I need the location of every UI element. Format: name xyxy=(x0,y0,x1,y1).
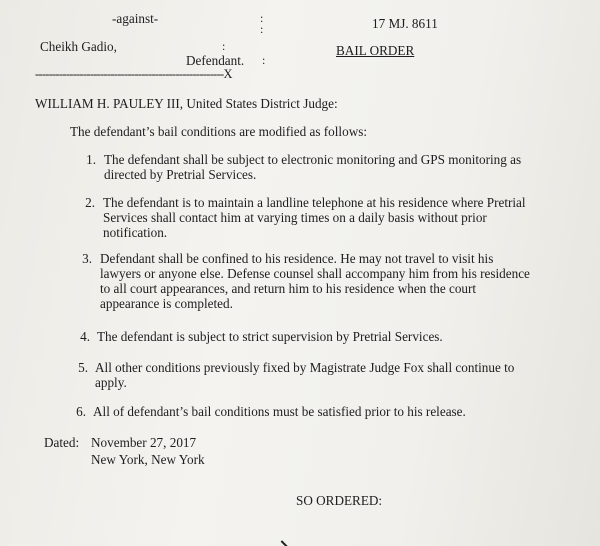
so-ordered-text: SO ORDERED: xyxy=(296,493,383,508)
document-title: BAIL ORDER xyxy=(336,43,415,58)
against-text: -against- xyxy=(112,11,159,26)
caption-separator: -------------------------------------------------------X xyxy=(35,67,232,81)
condition-text: The defendant is to maintain a landline telephone at his residence where Pretrial Services shall contact him at varying times on a daily basis without prior notification. xyxy=(103,195,526,240)
condition-number: 5. xyxy=(78,360,88,375)
case-number: 17 MJ. 8611 xyxy=(372,16,438,31)
condition-text: All of defendant’s bail conditions must be satisfied prior to his release. xyxy=(93,404,466,419)
condition-text: Defendant shall be confined to his residence. He may not travel to visit his lawyers or anyone else. Defense counsel shall accompany him from his residence to all court appearances, and return him to his residence when the court appearance is completed. xyxy=(100,251,530,311)
condition-text: The defendant is subject to strict supervision by Pretrial Services. xyxy=(97,329,443,344)
dated-date: November 27, 2017 xyxy=(91,435,197,450)
dated-place: New York, New York xyxy=(91,452,205,467)
caption-colon: : xyxy=(222,39,226,53)
defendant-name: Cheikh Gadio, xyxy=(40,39,117,54)
condition-number: 4. xyxy=(80,329,90,344)
condition-number: 6. xyxy=(76,404,86,419)
signature-mark xyxy=(281,535,294,546)
caption-colon: : xyxy=(262,53,266,67)
caption-colon-column: : : xyxy=(260,11,264,36)
condition-number: 1. xyxy=(86,152,96,167)
condition-text: The defendant shall be subject to electronic monitoring and GPS monitoring as directed by Pretrial Services. xyxy=(104,152,522,182)
dated-label: Dated: xyxy=(44,435,80,450)
condition-text: All other conditions previously fixed by Magistrate Judge Fox shall continue to apply. xyxy=(95,360,515,390)
defendant-label: Defendant. xyxy=(186,53,245,68)
intro-text: The defendant’s bail conditions are modified as follows: xyxy=(70,124,368,139)
condition-number: 2. xyxy=(85,195,95,210)
condition-number: 3. xyxy=(82,251,92,266)
judge-line: WILLIAM H. PAULEY III, United States District Judge: xyxy=(35,96,338,111)
